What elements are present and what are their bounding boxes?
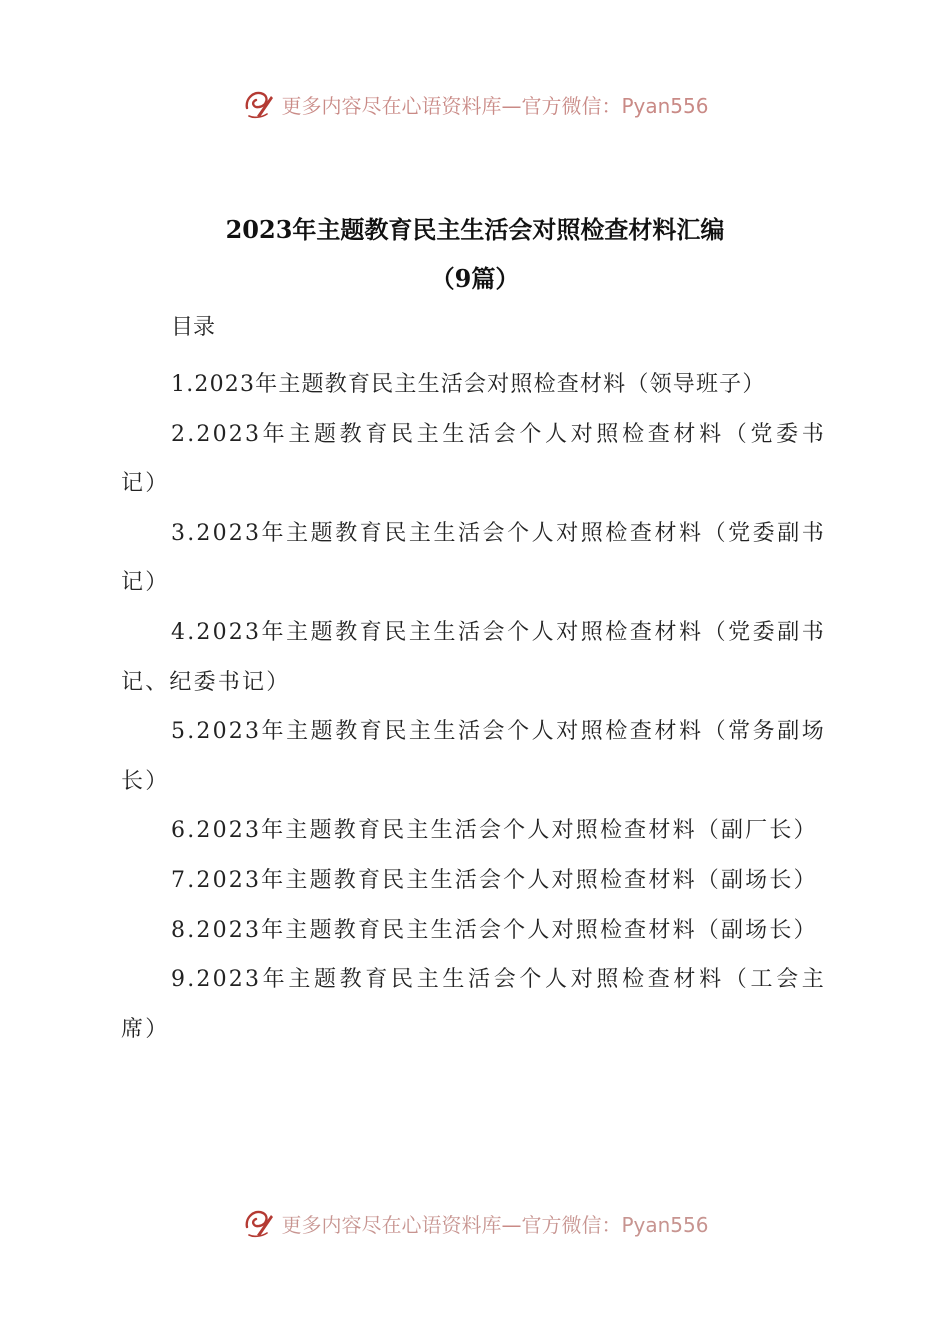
toc-item: 1.2023年主题教育民主生活会对照检查材料（领导班子） xyxy=(171,372,766,397)
table-of-contents xyxy=(121,360,826,1054)
document-subtitle: （9篇） xyxy=(430,264,520,293)
toc-item: 9.2023年主题教育民主生活会个人对照检查材料（工会主席） xyxy=(121,967,826,1042)
watermark-text: 更多内容尽在心语资料库—官方微信：Pyan556 xyxy=(281,93,709,118)
pen-swirl-logo-icon xyxy=(241,86,277,122)
toc-item: 7.2023年主题教育民主生活会个人对照检查材料（副场长） xyxy=(171,867,818,893)
pen-swirl-logo-icon xyxy=(241,1205,277,1241)
watermark-text: 更多内容尽在心语资料库—官方微信：Pyan556 xyxy=(281,1212,709,1237)
toc-item: 3.2023年主题教育民主生活会个人对照检查材料（党委副书记） xyxy=(121,520,826,596)
toc-item: 4.2023年主题教育民主生活会个人对照检查材料（党委副书记、纪委书记） xyxy=(121,619,826,695)
watermark-header xyxy=(0,84,950,124)
toc-heading: 目录 xyxy=(171,315,216,340)
document-title: 2023年主题教育民主生活会对照检查材料汇编 xyxy=(225,215,725,244)
watermark-footer xyxy=(0,1203,950,1243)
toc-item: 6.2023年主题教育民主生活会个人对照检查材料（副厂长） xyxy=(171,818,818,844)
toc-item: 5.2023年主题教育民主生活会个人对照检查材料（常务副场长） xyxy=(121,719,826,794)
toc-item: 8.2023年主题教育民主生活会个人对照检查材料（副场长） xyxy=(171,917,818,943)
toc-item: 2.2023年主题教育民主生活会个人对照检查材料（党委书记） xyxy=(121,421,826,497)
